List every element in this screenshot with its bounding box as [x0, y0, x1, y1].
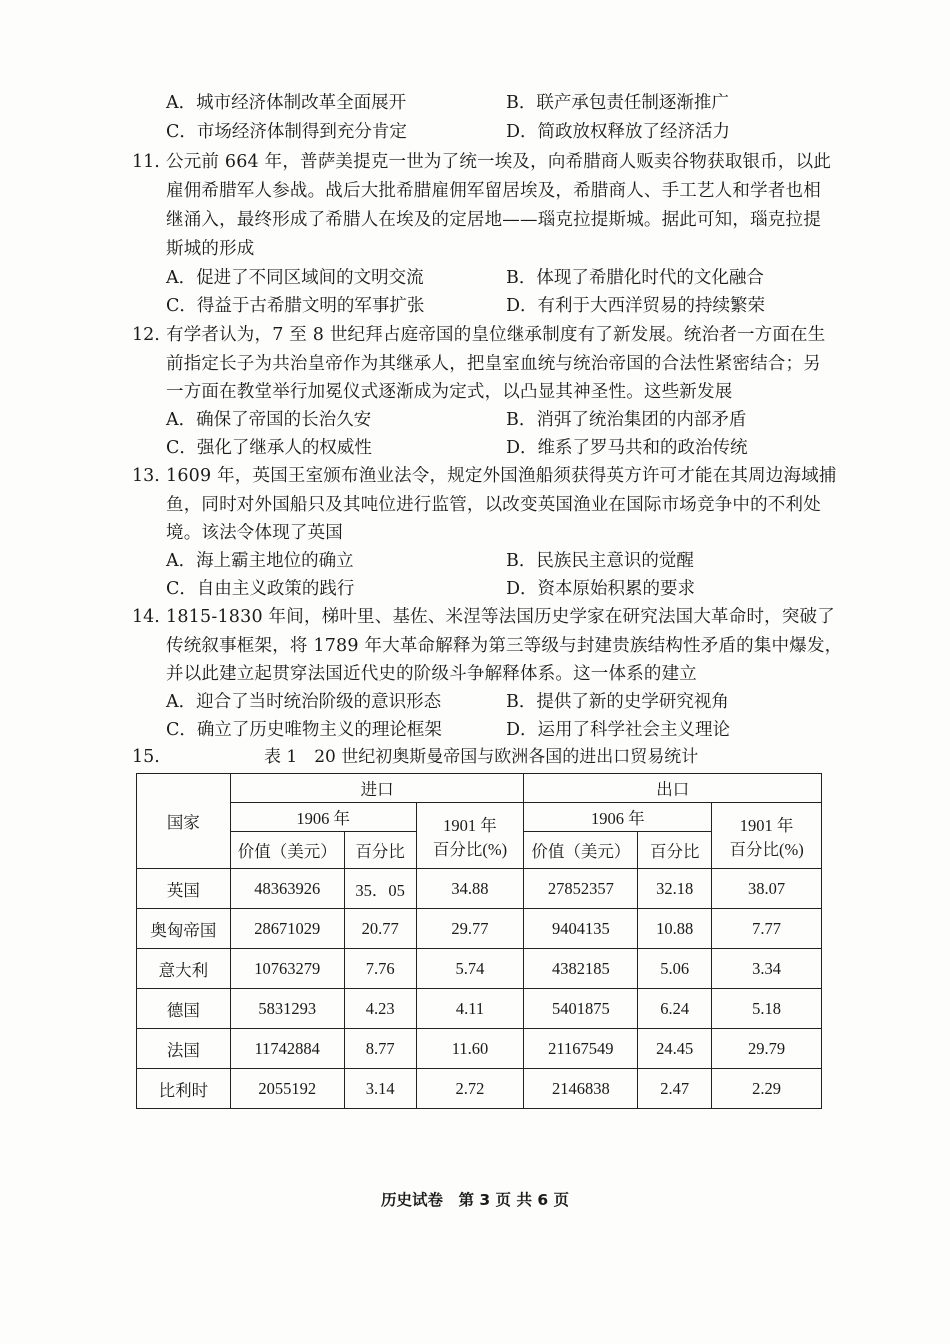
export-value-cell: 5401875	[524, 989, 638, 1029]
q12-stem-line: 前指定长子为共治皇帝作为其继承人，把皇室血统与统治帝国的合法性紧密结合；另	[166, 354, 821, 374]
import-1901-cell: 2.72	[416, 1069, 524, 1109]
export-percent-cell: 2.47	[638, 1069, 712, 1109]
q13-option-c: C．自由主义政策的践行	[166, 579, 355, 599]
import-value-cell: 5831293	[230, 989, 344, 1029]
import-value-cell: 28671029	[230, 909, 344, 949]
q12-option-b: B．消弭了统治集团的内部矛盾	[506, 410, 747, 430]
q10-option-b: B．联产承包责任制逐渐推广	[506, 93, 729, 113]
export-header: 出口	[524, 774, 822, 803]
country-cell: 德国	[137, 989, 231, 1029]
q14-option-a: A．迎合了当时统治阶级的意识形态	[166, 692, 442, 712]
q14-stem-line: 1815-1830 年间，梯叶里、基佐、米涅等法国历史学家在研究法国大革命时，突破了	[166, 607, 835, 627]
import-percent-cell: 35．05	[344, 869, 416, 909]
table-row	[137, 989, 822, 1029]
table-row	[137, 949, 822, 989]
q10-option-a: A．城市经济体制改革全面展开	[166, 93, 407, 113]
country-header: 国家	[137, 774, 231, 869]
q11-stem-line: 斯城的形成	[166, 239, 255, 259]
import-1906-header: 1906 年	[230, 803, 416, 832]
q11-option-b: B．体现了希腊化时代的文化融合	[506, 268, 764, 288]
q14-stem-line: 传统叙事框架，将 1789 年大革命解释为第三等级与封建贵族结构性矛盾的集中爆发，	[166, 636, 843, 656]
export-1901-cell: 29.79	[712, 1029, 822, 1069]
q14-option-b: B．提供了新的史学研究视角	[506, 692, 729, 712]
q13-stem-line: 鱼，同时对外国船只及其吨位进行监管，以改变英国渔业在国际市场竞争中的不利处	[166, 495, 821, 515]
trade-statistics-table	[136, 773, 822, 1109]
country-cell: 法国	[137, 1029, 231, 1069]
q10-option-c: C．市场经济体制得到充分肯定	[166, 122, 407, 142]
percent-unit-label: 百分比(%)	[729, 839, 804, 859]
export-percent-cell: 32.18	[638, 869, 712, 909]
export-value-header: 价值（美元）	[524, 832, 638, 869]
table-row	[137, 1029, 822, 1069]
q13-option-a: A．海上霸主地位的确立	[166, 551, 354, 571]
q11-number: 11.	[132, 152, 160, 172]
export-value-cell: 2146838	[524, 1069, 638, 1109]
country-cell: 意大利	[137, 949, 231, 989]
export-percent-cell: 5.06	[638, 949, 712, 989]
q11-stem-line: 继涌入，最终形成了希腊人在埃及的定居地——瑙克拉提斯城。据此可知，瑙克拉提	[166, 210, 821, 230]
import-1901-cell: 11.60	[416, 1029, 524, 1069]
q13-number: 13.	[132, 466, 160, 486]
export-1906-header: 1906 年	[524, 803, 712, 832]
q12-option-c: C．强化了继承人的权威性	[166, 438, 372, 458]
percent-unit-label: 百分比(%)	[432, 839, 508, 859]
q12-option-d: D．维系了罗马共和的政治传统	[506, 438, 748, 458]
import-percent-cell: 20.77	[344, 909, 416, 949]
import-1901-cell: 34.88	[416, 869, 524, 909]
export-percent-header: 百分比	[638, 832, 712, 869]
table-row	[137, 1069, 822, 1109]
import-percent-header: 百分比	[344, 832, 416, 869]
import-header: 进口	[230, 774, 524, 803]
import-value-cell: 2055192	[230, 1069, 344, 1109]
export-1901-cell: 38.07	[712, 869, 822, 909]
year-1901-label: 1901 年	[443, 815, 497, 835]
import-value-header: 价值（美元）	[230, 832, 344, 869]
import-1901-header	[416, 803, 524, 869]
import-1901-cell: 29.77	[416, 909, 524, 949]
q14-stem-line: 并以此建立起贯穿法国近代史的阶级斗争解释体系。这一体系的建立	[166, 664, 697, 684]
import-1901-cell: 4.11	[416, 989, 524, 1029]
import-value-cell: 11742884	[230, 1029, 344, 1069]
export-value-cell: 4382185	[524, 949, 638, 989]
q13-option-b: B．民族民主意识的觉醒	[506, 551, 694, 571]
import-percent-cell: 4.23	[344, 989, 416, 1029]
import-1901-cell: 5.74	[416, 949, 524, 989]
import-value-cell: 10763279	[230, 949, 344, 989]
q11-option-d: D．有利于大西洋贸易的持续繁荣	[506, 296, 766, 316]
q12-stem-line: 有学者认为，7 至 8 世纪拜占庭帝国的皇位继承制度有了新发展。统治者一方面在生	[166, 325, 826, 345]
export-1901-cell: 2.29	[712, 1069, 822, 1109]
q13-stem-line: 境。该法令体现了英国	[166, 523, 343, 543]
q12-stem-line: 一方面在教堂举行加冕仪式逐渐成为定式，以凸显其神圣性。这些新发展	[166, 382, 733, 402]
country-cell: 比利时	[137, 1069, 231, 1109]
q10-option-d: D．简政放权释放了经济活力	[506, 122, 731, 142]
import-percent-cell: 7.76	[344, 949, 416, 989]
country-cell: 奥匈帝国	[137, 909, 231, 949]
q14-number: 14.	[132, 607, 160, 627]
export-value-cell: 21167549	[524, 1029, 638, 1069]
export-percent-cell: 24.45	[638, 1029, 712, 1069]
export-percent-cell: 6.24	[638, 989, 712, 1029]
q11-stem-line: 公元前 664 年，普萨美提克一世为了统一埃及，向希腊商人贩卖谷物获取银币，以此	[166, 152, 832, 172]
q11-stem-line: 雇佣希腊军人参战。战后大批希腊雇佣军留居埃及，希腊商人、手工艺人和学者也相	[166, 181, 821, 201]
q15-number: 15.	[132, 747, 160, 767]
page-footer: 历史试卷 第 3 页 共 6 页	[380, 1191, 570, 1209]
export-1901-cell: 7.77	[712, 909, 822, 949]
q14-option-c: C．确立了历史唯物主义的理论框架	[166, 720, 442, 740]
table-caption: 表 1 20 世纪初奥斯曼帝国与欧洲各国的进出口贸易统计	[264, 747, 699, 767]
export-1901-header	[712, 803, 822, 869]
export-1901-cell: 3.34	[712, 949, 822, 989]
export-percent-cell: 10.88	[638, 909, 712, 949]
export-1901-cell: 5.18	[712, 989, 822, 1029]
q12-number: 12.	[132, 325, 160, 345]
import-percent-cell: 3.14	[344, 1069, 416, 1109]
q13-option-d: D．资本原始积累的要求	[506, 579, 696, 599]
q13-stem-line: 1609 年，英国王室颁布渔业法令，规定外国渔船须获得英方许可才能在其周边海域捕	[166, 466, 837, 486]
export-value-cell: 27852357	[524, 869, 638, 909]
import-percent-cell: 8.77	[344, 1029, 416, 1069]
table-row	[137, 909, 822, 949]
q14-option-d: D．运用了科学社会主义理论	[506, 720, 731, 740]
import-value-cell: 48363926	[230, 869, 344, 909]
year-1901-label: 1901 年	[739, 815, 794, 835]
export-value-cell: 9404135	[524, 909, 638, 949]
q12-option-a: A．确保了帝国的长治久安	[166, 410, 372, 430]
table-row	[137, 869, 822, 909]
q11-option-a: A．促进了不同区域间的文明交流	[166, 268, 424, 288]
country-cell: 英国	[137, 869, 231, 909]
q11-option-c: C．得益于古希腊文明的军事扩张	[166, 296, 425, 316]
